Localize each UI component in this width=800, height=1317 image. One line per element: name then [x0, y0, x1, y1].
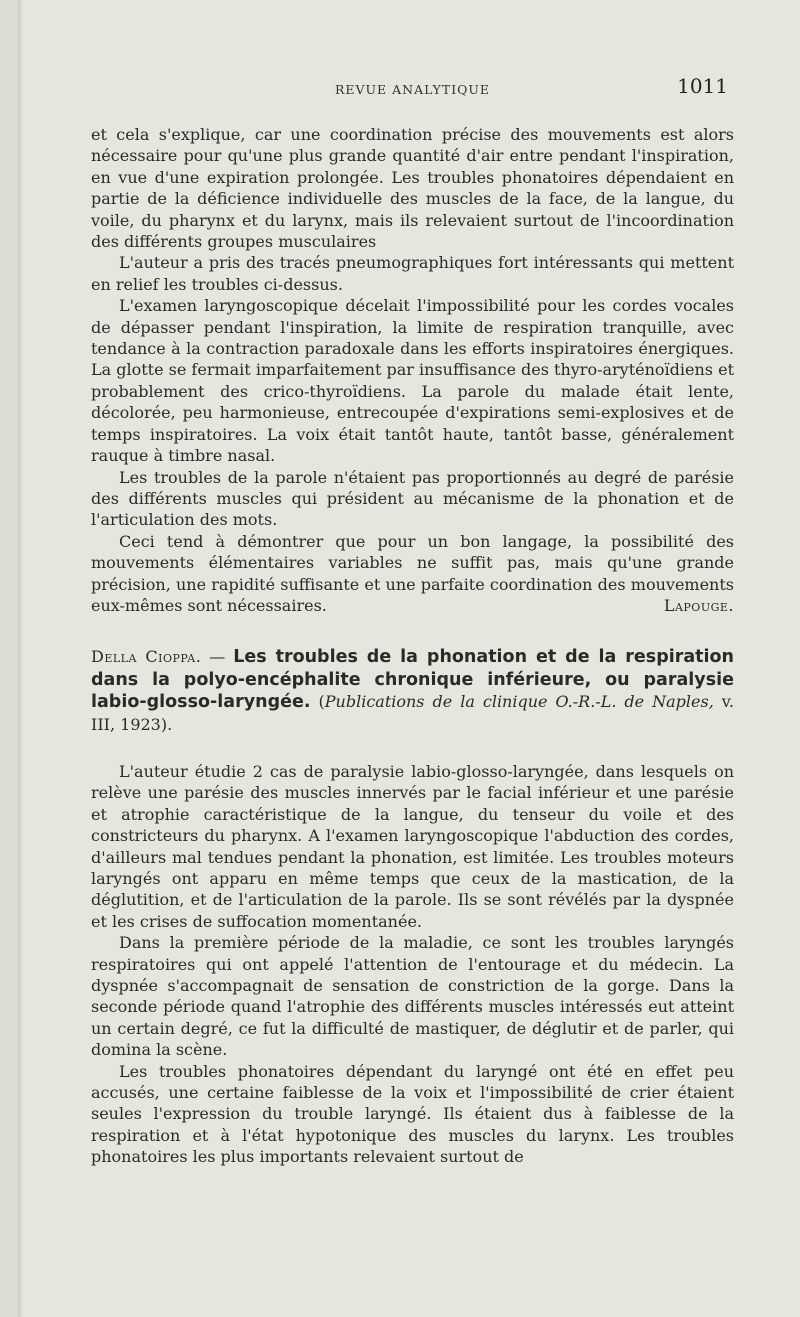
- paragraph: L'auteur étudie 2 cas de paralysie labio-glosso-laryngée, dans lesquels on relève une parésie des muscles innervés par le facial inférieur et une parésie et atrophie caractéristique de la langue, du tenseur du voile et des constricteurs du pharynx. A l'examen laryngoscopique l'abduction des cordes, d'ailleurs mal tendues pendant la phonation, est limitée. Les troubles moteurs laryngés ont apparu en même temps que ceux de la mastication, de la déglutition, et de l'articulation de la parole. Ils se sont révélés par la dyspnée et les crises de suffocation momentanée.: [91, 761, 734, 931]
- paragraph-text: Ceci tend à démontrer que pour un bon langage, la possibilité des mouvements élémentaires variables ne suffit pas, mais qu'une grande précision, une rapidité suffisante et une parfaite coordination des mouvements eux-mêmes sont nécessaires.: [91, 531, 734, 615]
- scanned-page: [18, 0, 800, 1317]
- entry-title: Les troubles de la phonation et de la respiration dans la polyo-encéphalite chronique inférieure, ou paralysie labio-glosso-laryngée.: [91, 647, 735, 713]
- page-header: [91, 74, 734, 106]
- paragraph: L'auteur a pris des tracés pneumographiques fort intéressants qui mettent en relief les troubles ci-dessus.: [91, 253, 734, 294]
- entry-source-details: v. III, 1923).: [91, 692, 735, 734]
- entry-dash: —: [201, 647, 234, 667]
- paragraph: L'examen laryngoscopique décelait l'impossibilité pour les cordes vocales de dépasser pendant l'inspiration, la limite de respiration tranquille, avec tendance à la contraction paradoxale dans les efforts inspiratoires énergiques. La glotte se fermait imparfaitement par insuffisance des thyro-aryténoïdiens et probablement des crico-thyroïdiens. La parole du malade était lente, décolorée, peu harmonieuse, entrecoupée d'expirations semi-explosives et de temps inspiratoires. La voix était tantôt haute, tantôt basse, généralement rauque à timbre nasal.: [91, 296, 734, 466]
- paragraph: Les troubles phonatoires dépendant du laryngé ont été en effet peu accusés, une certaine faiblesse de la voix et l'impossibilité de crier étaient seules l'expression du trouble laryngé. Ils étaient dus à faiblesse de la respiration et à l'état hypotonique des muscles du larynx. Les troubles phonatoires les plus importants relevaient surtout de: [91, 1061, 734, 1167]
- paragraph-with-signature: [91, 531, 734, 617]
- paragraph: Les troubles de la parole n'étaient pas proportionnés au degré de parésie des différents muscles qui président au mécanisme de la phonation et de l'articulation des mots.: [91, 467, 734, 530]
- paragraph-continued: et cela s'explique, car une coordination précise des mouvements est alors nécessaire pour qu'une plus grande quantité d'air entre pendant l'inspiration, en vue d'une expiration prolongée. Les troubles phonatoires dépendaient en partie de la déficience individuelle des muscles de la face, de la langue, du voile, du pharynx et du larynx, mais ils relevaient surtout de l'incoordination des différents groupes musculaires: [91, 125, 734, 252]
- paragraph: Dans la première période de la maladie, ce sont les troubles laryngés respiratoires qui ont appelé l'attention de l'entourage et du médecin. La dyspnée s'accompagnait de sensation de constriction de la gorge. Dans la seconde période quand l'atrophie des différents muscles intéressés eut atteint un certain degré, ce fut la difficulté de mastiquer, de déglutir et de parler, qui domina la scène.: [91, 933, 734, 1060]
- entry-heading: [91, 646, 734, 735]
- running-title: REVUE ANALYTIQUE: [334, 82, 491, 97]
- entry-author: Della Cioppa.: [91, 647, 202, 667]
- page-content: [91, 74, 735, 1168]
- entry-source: Publications de la clinique O.-R.-L. de Naples,: [324, 692, 714, 712]
- page-number: 1011: [677, 74, 728, 98]
- entry-source-open: (: [310, 692, 325, 712]
- reviewer-signature: Lapouge.: [663, 595, 734, 615]
